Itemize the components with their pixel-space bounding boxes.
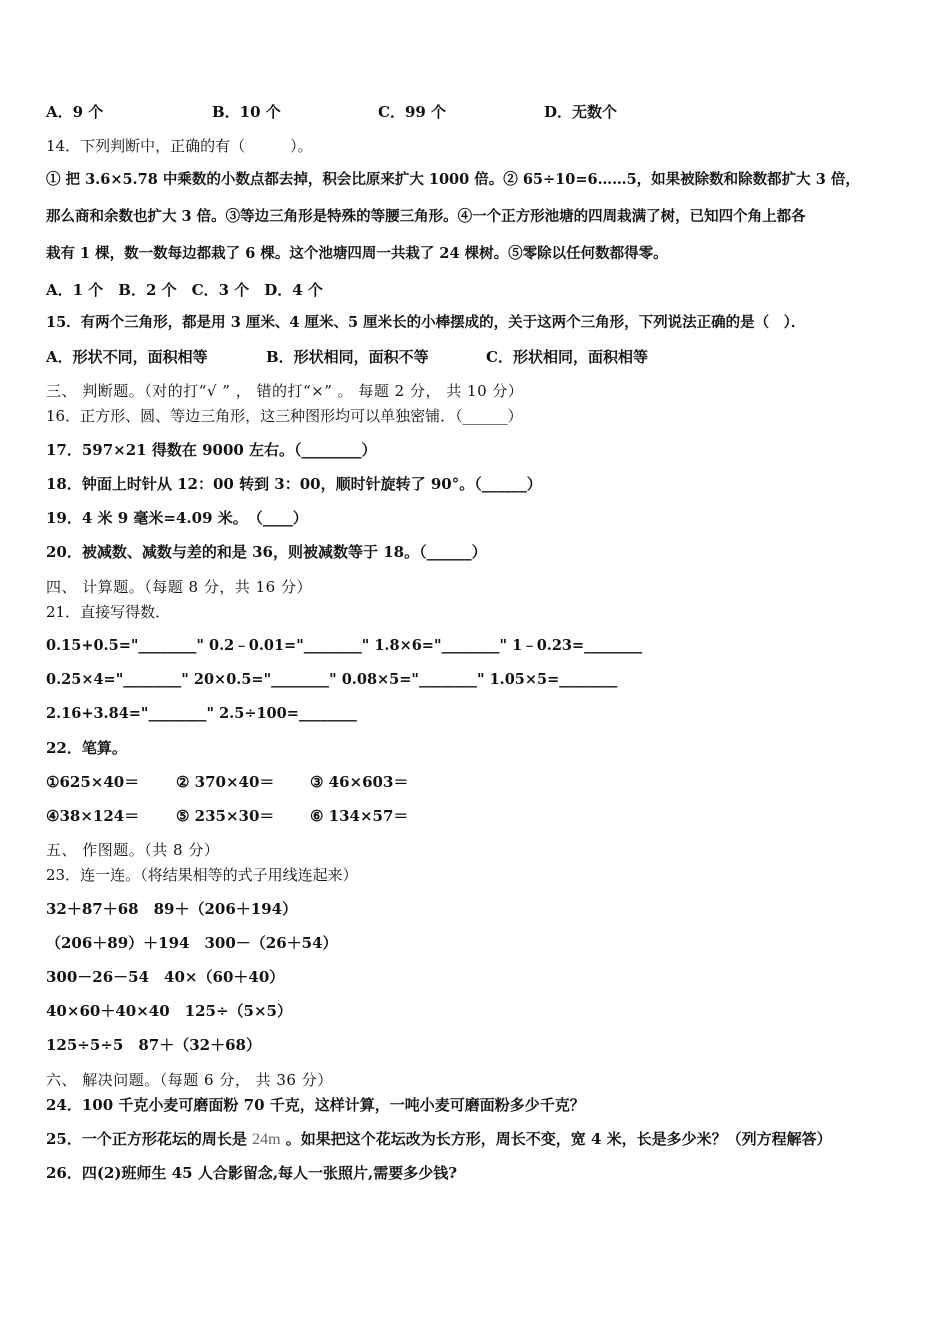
q15-option-b: B．形状相同，面积不等 — [266, 348, 429, 366]
q13-option-d: D．无数个 — [544, 103, 618, 121]
q22-row-2 — [46, 806, 910, 826]
q19: 19．4 米 9 毫米=4.09 米。 （____） — [46, 509, 308, 527]
q15-option-c: C．形状相同，面积相等 — [486, 348, 648, 366]
q20: 20．被减数、减数与差的和是 36，则被减数等于 18。（______） — [46, 543, 487, 561]
q23-stem: 23．连一连。（将结果相等的式子用线连起来） — [46, 866, 358, 884]
q15-option-a: A．形状不同，面积相等 — [46, 348, 208, 366]
q13-option-c: C．99 个 — [378, 103, 447, 121]
q18: 18．钟面上时针从 12：00 转到 3：00，顺时针旋转了 90°。（______） — [46, 475, 542, 493]
q22-item-4: ④38×124＝ — [46, 807, 140, 825]
q26: 26．四(2)班师生 45 人合影留念,每人一张照片,需要多少钱? — [46, 1164, 458, 1182]
q23-row-5: 125÷5÷5 87＋（32＋68） — [46, 1036, 261, 1054]
q25-text-after: 。如果把这个花坛改为长方形，周长不变，宽 4 米，长是多少米？（列方程解答） — [280, 1130, 832, 1148]
q23-row-2: （206＋89）＋194 300－（26＋54） — [46, 934, 338, 952]
q22-row-1 — [46, 772, 910, 792]
q22-item-5: ⑤ 235×30＝ — [176, 807, 275, 825]
q15-options — [46, 347, 910, 367]
q13-option-a: A．9 个 — [46, 103, 104, 121]
q14-options: A．1 个 B．2 个 C．3 个 D．4 个 — [46, 281, 323, 299]
q21-row-3: 2.16+3.84="________" 2.5÷100=________ — [46, 705, 357, 722]
q14-line-3: 栽有 1 棵，数一数每边都栽了 6 棵。这个池塘四周一共栽了 24 棵树。⑤零除以任何数都得零。 — [46, 245, 668, 262]
q22-item-6: ⑥ 134×57＝ — [310, 807, 409, 825]
q25-math: 24m — [252, 1131, 281, 1148]
q22-item-1: ①625×40＝ — [46, 773, 140, 791]
q21-stem: 21．直接写得数． — [46, 603, 171, 621]
q21-row-1: 0.15+0.5="________" 0.2﹣0.01="________" 1.8×6="________" 1﹣0.23=________ — [46, 637, 643, 654]
section-5-heading: 五、 作图题。（共 8 分） — [46, 841, 220, 859]
q14-stem: 14．下列判断中，正确的有（ ）。 — [46, 137, 313, 155]
q24: 24．100 千克小麦可磨面粉 70 千克，这样计算，一吨小麦可磨面粉多少千克？ — [46, 1096, 585, 1114]
q22-item-2: ② 370×40＝ — [176, 773, 275, 791]
section-6-heading: 六、 解决问题。（每题 6 分， 共 36 分） — [46, 1071, 333, 1089]
q13-options — [46, 102, 910, 122]
q25 — [46, 1129, 910, 1150]
q16: 16．正方形、圆、等边三角形，这三种图形均可以单独密铺．（______） — [46, 407, 523, 425]
q23-row-1: 32＋87＋68 89＋（206＋194） — [46, 900, 298, 918]
q17: 17．597×21 得数在 9000 左右。（________） — [46, 441, 377, 459]
q21-row-2: 0.25×4="________" 20×0.5="________" 0.08×5="________" 1.05×5=________ — [46, 671, 618, 688]
section-4-heading: 四、 计算题。（每题 8 分，共 16 分） — [46, 578, 312, 596]
q13-option-b: B．10 个 — [212, 103, 281, 121]
section-3-heading: 三、 判断题。（对的打“√ ” ， 错的打“×” 。 每题 2 分， 共 10 分） — [46, 382, 524, 400]
q23-row-3: 300－26－54 40×（60＋40） — [46, 968, 285, 986]
q22-item-3: ③ 46×603＝ — [310, 773, 409, 791]
q23-row-4: 40×60＋40×40 125÷（5×5） — [46, 1002, 292, 1020]
q25-text-before: 25．一个正方形花坛的周长是 — [46, 1130, 253, 1148]
q14-line-2: 那么商和余数也扩大 3 倍。③等边三角形是特殊的等腰三角形。④一个正方形池塘的四周栽满了树，已知四个角上都各 — [46, 208, 806, 225]
q22-stem: 22．笔算。 — [46, 739, 127, 757]
q14-line-1: ① 把 3.6×5.78 中乘数的小数点都去掉，积会比原来扩大 1000 倍。② 65÷10=6……5，如果被除数和除数都扩大 3 倍， — [46, 171, 860, 188]
q15-stem: 15．有两个三角形，都是用 3 厘米、4 厘米、5 厘米长的小棒摆成的，关于这两个三角形，下列说法正确的是（ ）． — [46, 314, 806, 331]
